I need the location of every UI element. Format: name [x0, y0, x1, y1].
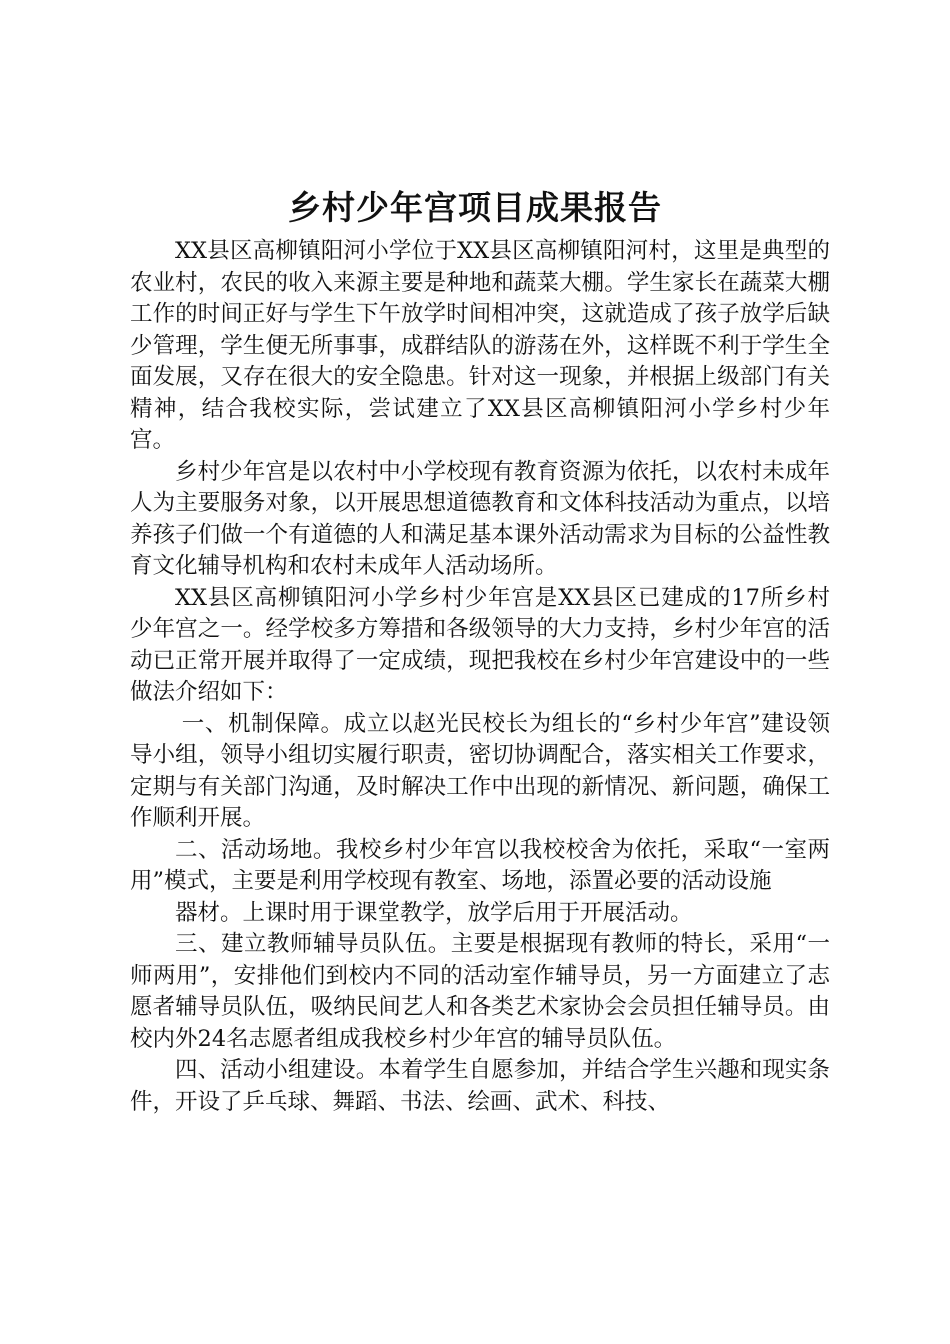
paragraph-intro: XX县区高柳镇阳河小学位于XX县区高柳镇阳河村，这里是典型的农业村，农民的收入来源主要是种地和蔬菜大棚。学生家长在蔬菜大棚工作的时间正好与学生下午放学时间相冲突，这就造成了孩子放学后缺少管理，学生便无所事事，成群结队的游荡在外，这样既不利于学生全面发展，又存在很大的安全隐患。针对这一现象，并根据上级部门有关精神，结合我校实际，尝试建立了XX县区高柳镇阳河小学乡村少年宫。	[130, 238, 830, 453]
document-title: 乡村少年宫项目成果报告	[288, 188, 662, 227]
paragraph-definition: 乡村少年宫是以农村中小学校现有教育资源为依托，以农村未成年人为主要服务对象，以开展思想道德教育和文体科技活动为重点，以培养孩子们做一个有道德的人和满足基本课外活动需求为目标的公益性教育文化辅导机构和农村未成年人活动场所。	[130, 458, 830, 579]
paragraph-section-3: 三、建立教师辅导员队伍。主要是根据现有教师的特长，采用“一师两用”，安排他们到校内不同的活动室作辅导员，另一方面建立了志愿者辅导员队伍，吸纳民间艺人和各类艺术家协会会员担任辅导员。由校内外24名志愿者组成我校乡村少年宫的辅导员队伍。	[130, 931, 830, 1052]
paragraph-section-1: 一、机制保障。成立以赵光民校长为组长的“乡村少年宫”建设领导小组，领导小组切实履行职责，密切协调配合，落实相关工作要求，定期与有关部门沟通，及时解决工作中出现的新情况、新问题，确保工作顺利开展。	[130, 710, 830, 831]
document-body	[130, 236, 830, 1118]
paragraph-section-2: 二、活动场地。我校乡村少年宫以我校校舍为依托，采取“一室两用”模式，主要是利用学校现有教室、场地，添置必要的活动设施	[130, 836, 830, 894]
paragraph-section-2-continued: 器材。上课时用于课堂教学，放学后用于开展活动。	[175, 899, 693, 926]
paragraph-overview: XX县区高柳镇阳河小学乡村少年宫是XX县区已建成的17所乡村少年宫之一。经学校多方筹措和各级领导的大力支持，乡村少年宫的活动已正常开展并取得了一定成绩，现把我校在乡村少年宫建设中的一些做法介绍如下：	[130, 584, 830, 705]
paragraph-section-4: 四、活动小组建设。本着学生自愿参加，并结合学生兴趣和现实条件，开设了乒乓球、舞蹈、书法、绘画、武术、科技、	[130, 1057, 830, 1115]
